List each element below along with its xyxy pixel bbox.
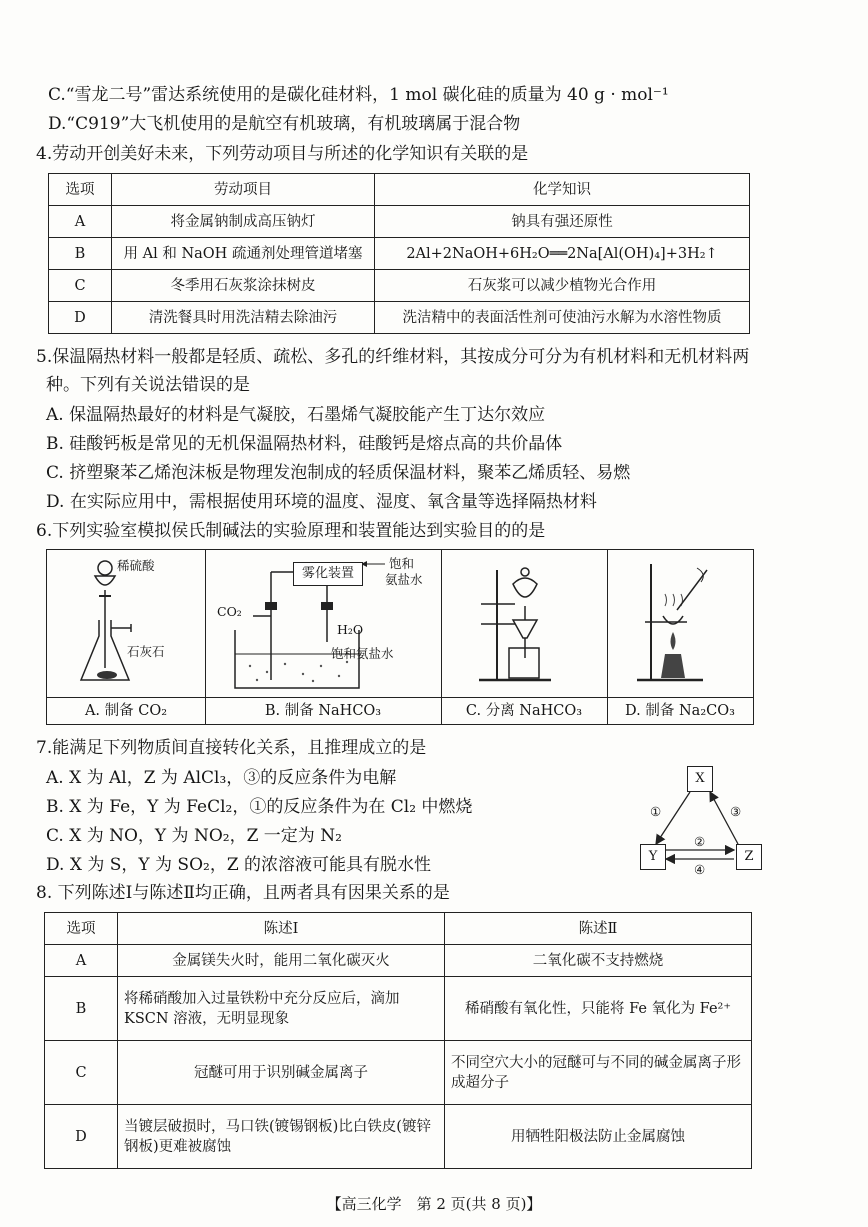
node-z: Z [736,844,762,870]
q8-row-b-stmt2: 稀硝酸有氧化性，只能将 Fe 氧化为 Fe²⁺ [445,977,752,1041]
page-footer: 【高三化学 第 2 页(共 8 页)】 [326,1195,542,1213]
caption-a: A. 制备 CO₂ [47,697,205,724]
q4-header-chem: 化学知识 [375,174,750,206]
reaction-4-label: ④ [694,862,706,877]
q8-row-b-option: B [45,977,118,1041]
q8-table [44,912,752,1169]
q4-row-a-labor: 将金属钠制成高压钠灯 [112,206,375,238]
q8-row-a-stmt2: 二氧化碳不支持燃烧 [445,945,752,977]
q4-row-c-labor: 冬季用石灰浆涂抹树皮 [112,270,375,302]
q8-stem: 8. 下列陈述Ⅰ与陈述Ⅱ均正确，且两者具有因果关系的是 [36,883,450,903]
q8-row-c-stmt1: 冠醚可用于识别碱金属离子 [118,1041,445,1105]
q8-row-c-stmt2: 不同空穴大小的冠醚可与不同的碱金属离子形成超分子 [445,1041,752,1105]
q8-row-d-stmt1: 当镀层破损时，马口铁(镀锡钢板)比白铁皮(镀锌钢板)更难被腐蚀 [118,1105,445,1169]
apparatus-d [607,550,753,724]
q4-row-a-chem: 钠具有强还原性 [375,206,750,238]
reaction-1-label: ① [650,804,662,819]
q4-header-labor: 劳动项目 [112,174,375,206]
q8-header-stmt1: 陈述Ⅰ [118,913,445,945]
q4-row-c-chem: 石灰浆可以减少植物光合作用 [375,270,750,302]
q4-row-b-labor: 用 Al 和 NaOH 疏通剂处理管道堵塞 [112,238,375,270]
reaction-3-label: ③ [730,804,742,819]
apparatus-b [205,550,442,724]
q4-row-c-option: C [49,270,112,302]
node-y: Y [640,844,666,870]
q5-option-d: D. 在实际应用中，需根据使用环境的温度、湿度、氧含量等选择隔热材料 [46,492,597,512]
q7-option-d: D. X 为 S，Y 为 SO₂，Z 的浓溶液可能具有脱水性 [46,855,432,875]
caption-b: B. 制备 NaHCO₃ [205,697,441,724]
q4-header-option: 选项 [49,174,112,206]
q7-option-c: C. X 为 NO，Y 为 NO₂，Z 一定为 N₂ [46,826,342,846]
label-ammonia-brine: 氨盐水 [385,572,423,587]
q5-option-b: B. 硅酸钙板是常见的无机保温隔热材料，硅酸钙是熔点高的共价晶体 [46,434,563,454]
q4-row-d-option: D [49,302,112,334]
label-dilute-acid: 稀硫酸 [117,558,155,573]
q8-row-d-option: D [45,1105,118,1169]
q8-row-a-stmt1: 金属镁失火时，能用二氧化碳灭火 [118,945,445,977]
q5-option-c: C. 挤塑聚苯乙烯泡沫板是物理发泡制成的轻质保温材料，聚苯乙烯质轻、易燃 [46,463,631,483]
q8-row-d-stmt2: 用牺牲阳极法防止金属腐蚀 [445,1105,752,1169]
q8-header-stmt2: 陈述Ⅱ [445,913,752,945]
q6-stem: 6.下列实验室模拟侯氏制碱法的实验原理和装置能达到实验目的的是 [36,521,546,541]
node-x: X [687,766,713,792]
q4-row-d-labor: 清洗餐具时用洗洁精去除油污 [112,302,375,334]
q4-stem: 4.劳动开创美好未来，下列劳动项目与所述的化学知识有关联的是 [36,144,529,164]
q3-option-d: D.“C919”大飞机使用的是航空有机玻璃，有机玻璃属于混合物 [48,114,521,134]
label-saturated-ammonia-brine: 饱和氨盐水 [331,646,394,661]
q3-option-c: C.“雪龙二号”雷达系统使用的是碳化硅材料，1 mol 碳化硅的质量为 40 g · mol⁻¹ [48,85,669,105]
q8-row-b-stmt1: 将稀硝酸加入过量铁粉中充分反应后，滴加KSCN 溶液，无明显现象 [118,977,445,1041]
apparatus-c [441,550,608,724]
label-h2o: H₂O [337,622,364,637]
q7-option-a: A. X 为 Al，Z 为 AlCl₃，③的反应条件为电解 [46,768,397,788]
q4-row-b-option: B [49,238,112,270]
q4-row-d-chem: 洗洁精中的表面活性剂可使油污水解为水溶性物质 [375,302,750,334]
q5-stem-line1: 5.保温隔热材料一般都是轻质、疏松、多孔的纤维材料，其按成分可分为有机材料和无机材料两 [36,347,750,367]
q8-header-option: 选项 [45,913,118,945]
conversion-diagram [630,760,770,880]
q8-row-c-option: C [45,1041,118,1105]
separatory-funnel-figure [441,550,607,698]
q4-row-b-chem: 2Al+2NaOH+6H₂O══2Na[Al(OH)₄]+3H₂↑ [375,238,750,270]
heating-evaporation-figure [607,550,753,698]
q7-stem: 7.能满足下列物质间直接转化关系，且推理成立的是 [36,738,427,758]
q5-option-a: A. 保温隔热最好的材料是气凝胶，石墨烯气凝胶能产生丁达尔效应 [46,405,546,425]
caption-d: D. 制备 Na₂CO₃ [607,697,753,724]
q4-row-a-option: A [49,206,112,238]
q6-apparatus-row [46,549,754,725]
label-co2: CO₂ [217,604,242,619]
q8-row-a-option: A [45,945,118,977]
caption-c: C. 分离 NaHCO₃ [441,697,607,724]
q7-option-b: B. X 为 Fe，Y 为 FeCl₂，①的反应条件为在 Cl₂ 中燃烧 [46,797,473,817]
label-saturated: 饱和 [389,556,415,571]
label-limestone: 石灰石 [127,644,165,659]
reaction-2-label: ② [694,834,706,849]
apparatus-a [47,550,206,724]
q4-table [48,173,750,334]
q5-stem-line2: 种。下列有关说法错误的是 [46,375,250,395]
atomizer-box: 雾化装置 [293,562,363,586]
